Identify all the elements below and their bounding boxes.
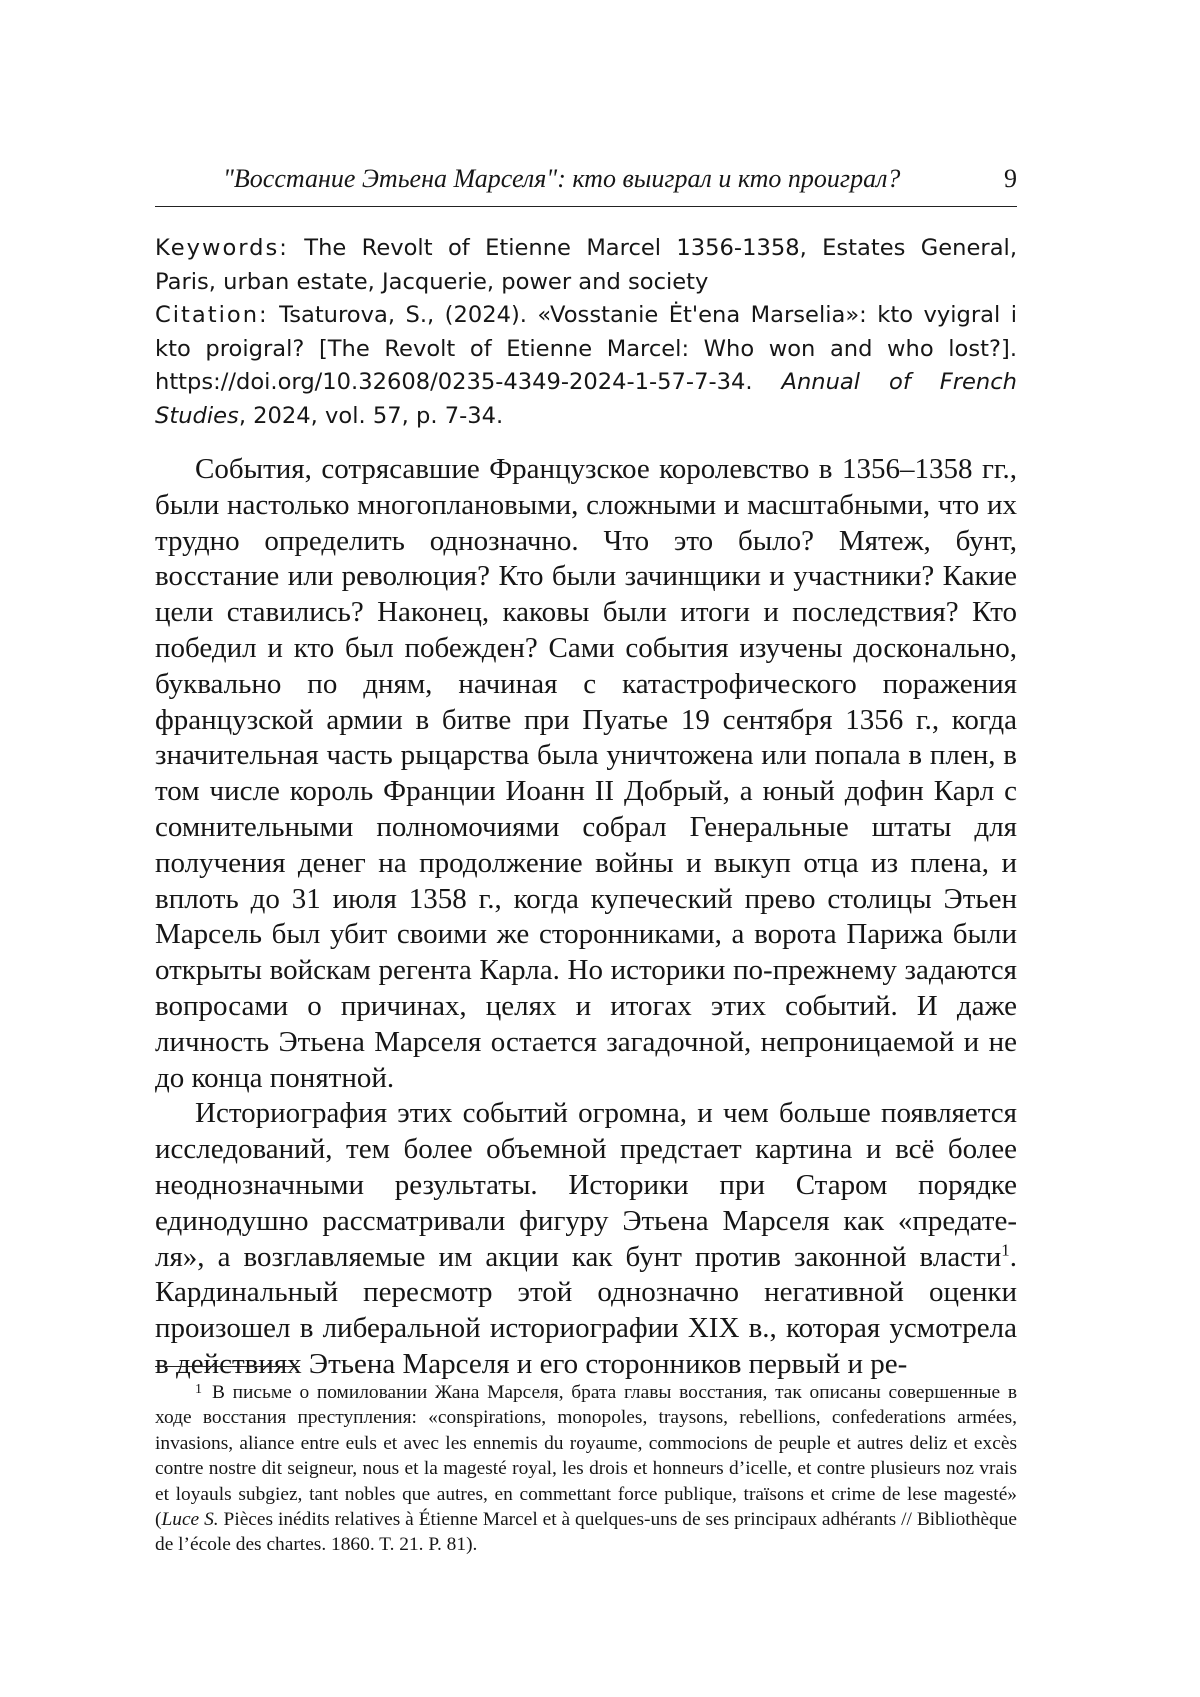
page-number: 9 xyxy=(1004,164,1017,193)
keywords-block xyxy=(155,232,1017,299)
footnote-ref-1[interactable]: 1 xyxy=(1001,1239,1010,1259)
footnote-author: Luce S. xyxy=(161,1509,219,1531)
paragraph-2-tail: . Кардинальный пересмотр этой однозначно негативной оценки произошел в либеральной историографии XIX в., которая усмотрела в действиях Этьена Марселя и его сторонников первый и ре- xyxy=(155,1240,1017,1380)
running-title: "Восстание Этьена Марселя": кто выиграл и кто проиграл? xyxy=(223,164,901,193)
footnote-number: 1 xyxy=(195,1382,202,1397)
paragraph-2-text: Историография этих событий огромна, и чем больше появляется исследований, тем более объемной предстает картина и всё более неоднозначными результаты. Историки при Старом порядке единодушно рассматривали фигуру Этьена Марселя как «предателя», а возглавляемые им акции как бунт против законной власти xyxy=(155,1097,1017,1273)
keywords-text: The Revolt of Etienne Marcel 1356-1358, Estates General, Paris, urban estate, Jacquerie, power and society xyxy=(155,235,1017,295)
citation-journal: Annual of French Studies xyxy=(155,369,1017,429)
footnote-text: В письме о помиловании Жана Марселя, брата главы восстания, так описаны совершенные в ходе восстания преступления: «conspirations, monopoles, traysons, rebellions, confederations armées, invasions, aliance entre euls et avec les ennemis du royaume, commocions de peuple et autres deliz et excès contre nostre dit seigneur, nous et la magesté royal, les drois et honneurs d’icelle, et contre plusieurs noz vrais et loyauls subgiez, tant nobles que autres, en commettant force publique, traïsons et crime de lese magesté» ( xyxy=(155,1382,1017,1531)
article-metadata xyxy=(155,232,1017,433)
citation-details: , 2024, vol. 57, p. 7-34. xyxy=(238,402,504,429)
footnote-separator xyxy=(155,1366,300,1367)
paragraph-2 xyxy=(155,1096,1017,1382)
footnote-text-end: Pièces inédits relatives à Étienne Marcel et à quelques-uns de ses principaux adhérants // Bibliothèque de l’école des chartes. 1860. T. 21. P. 81). xyxy=(155,1509,1017,1556)
citation-text: Tsaturova, S., (2024). «Vosstanie Ėt'ena Marselia»: kto vyigral i kto proigral? [The Revolt of Etienne Marcel: Who won and who lost?]. https://doi.org/10.32608/0235-4349-2024-1-57-7-34. xyxy=(155,302,1018,395)
citation-label: Citation: xyxy=(155,302,269,328)
footnote-1 xyxy=(155,1377,1017,1558)
citation-block xyxy=(155,299,1017,433)
body-text xyxy=(155,452,1017,1383)
keywords-label: Keywords: xyxy=(155,235,289,261)
running-header xyxy=(155,160,1017,207)
paragraph-1: События, сотрясавшие Французское королевство в 1356–1358 гг., были настолько многоплановыми, сложными и масштабными, что их трудно определить однозначно. Что это было? Мятеж, бунт, восстание или революция? Кто были зачинщики и участники? Какие цели ставились? Наконец, каковы были итоги и последствия? Кто победил и кто был побежден? Сами события изучены досконально, буквально по дням, начиная с катастрофического поражения французской армии в битве при Пуатье 19 сентября 1356 г., когда значительная часть рыцарства была уничтожена или попала в плен, в том числе король Франции Иоанн II Добрый, а юный дофин Карл с сомнительными полномочиями собрал Генеральные штаты для получения денег на продолжение войны и выкуп отца из плена, и вплоть до 31 июля 1358 г., когда купеческий прево столицы Этьен Марсель был убит своими же сторонниками, а ворота Парижа были открыты войскам регента Карла. Но историки по-прежнему задаются вопросами о причинах, целях и итогах этих событий. И даже личность Этьена Марселя остается загадочной, непроницаемой и не до конца понятной. xyxy=(155,453,1017,1094)
